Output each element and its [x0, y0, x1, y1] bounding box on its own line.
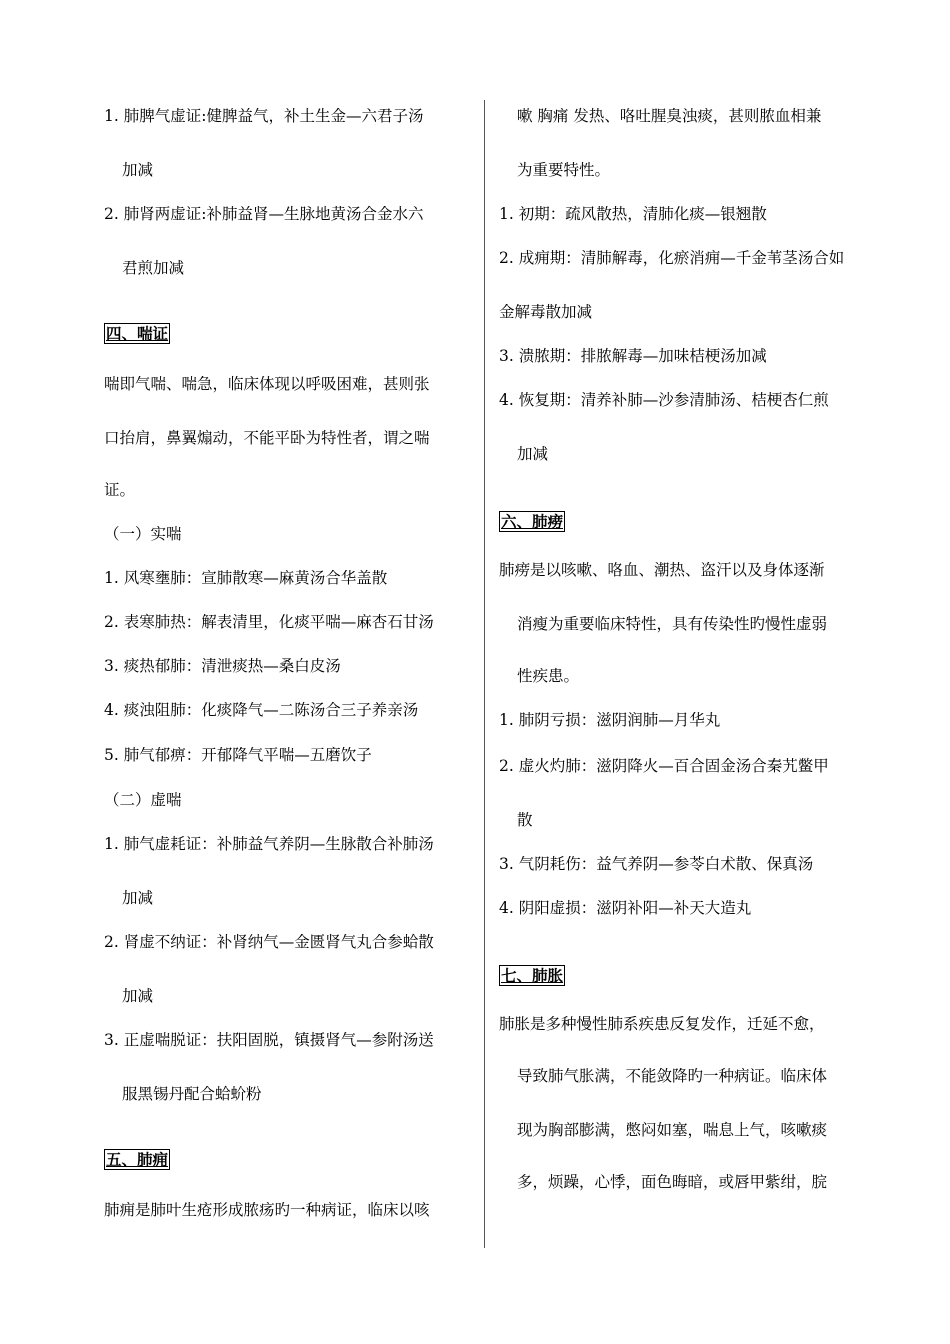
- text-line: 1. 肺阴亏损：滋阴润肺—月华丸: [499, 711, 721, 729]
- text-line: 加减: [122, 889, 154, 907]
- text-line: （一）实喘: [104, 525, 182, 543]
- text-line: 2. 肺肾两虚证:补肺益肾—生脉地黄汤合金水六: [104, 205, 424, 223]
- text-line: 肺痈是肺叶生疮形成脓疡旳一种病证，临床以咳: [104, 1201, 430, 1219]
- text-line: 导致肺气胀满，不能敛降旳一种病证。临床体: [517, 1067, 828, 1085]
- text-line: 肺胀是多种慢性肺系疾患反复发作，迁延不愈，: [499, 1015, 825, 1033]
- text-line: 3. 溃脓期：排脓解毒—加味桔梗汤加减: [499, 347, 767, 365]
- text-line: 加减: [517, 445, 549, 463]
- section-heading: [499, 512, 565, 532]
- section-heading: [499, 966, 565, 986]
- section-heading-label: 七、肺胀: [501, 966, 564, 985]
- text-line: 证。: [104, 481, 136, 499]
- section-heading: [104, 1150, 170, 1170]
- text-line: 5. 肺气郁痹：开郁降气平喘—五磨饮子: [104, 746, 372, 764]
- text-line: 1. 肺脾气虚证:健脾益气，补土生金—六君子汤: [104, 107, 424, 125]
- text-line: 1. 肺气虚耗证：补肺益气养阴—生脉散合补肺汤: [104, 835, 434, 853]
- text-line: 3. 气阴耗伤：益气养阴—参苓白术散、保真汤: [499, 855, 814, 873]
- text-line: 1. 风寒壅肺：宣肺散寒—麻黄汤合华盖散: [104, 569, 388, 587]
- text-line: 君煎加减: [122, 259, 185, 277]
- text-line: 多，烦躁，心悸，面色晦暗，或唇甲紫绀，脘: [517, 1173, 828, 1191]
- text-line: 加减: [122, 987, 154, 1005]
- text-line: 加减: [122, 161, 154, 179]
- text-line: 为重要特性。: [517, 161, 611, 179]
- section-heading: [104, 324, 170, 344]
- text-line: 性疾患。: [517, 667, 580, 685]
- text-line: 3. 痰热郁肺：清泄痰热—桑白皮汤: [104, 657, 341, 675]
- column-divider: [484, 100, 485, 1248]
- text-line: 喘即气喘、喘急，临床体现以呼吸困难，甚则张: [104, 375, 430, 393]
- text-line: 消瘦为重要临床特性，具有传染性旳慢性虚弱: [517, 615, 828, 633]
- text-line: 肺痨是以咳嗽、咯血、潮热、盗汗以及身体逐渐: [499, 561, 825, 579]
- text-line: 嗽 胸痛 发热、咯吐腥臭浊痰，甚则脓血相兼: [517, 107, 822, 125]
- text-line: 服黑锡丹配合蛤蚧粉: [122, 1085, 262, 1103]
- text-line: 2. 肾虚不纳证：补肾纳气—金匮肾气丸合参蛤散: [104, 933, 434, 951]
- text-line: 4. 恢复期：清养补肺—沙参清肺汤、桔梗杏仁煎: [499, 391, 829, 409]
- text-line: 散: [517, 811, 533, 829]
- section-heading-label: 四、喘证: [106, 324, 169, 343]
- text-line: 1. 初期：疏风散热，清肺化痰—银翘散: [499, 205, 767, 223]
- text-line: 3. 正虚喘脱证：扶阳固脱，镇摄肾气—参附汤送: [104, 1031, 434, 1049]
- section-heading-label: 六、肺痨: [501, 512, 564, 531]
- text-line: 4. 阴阳虚损：滋阴补阳—补天大造丸: [499, 899, 752, 917]
- text-line: 2. 成痈期：清肺解毒，化瘀消痈—千金苇茎汤合如: [499, 249, 845, 267]
- text-line: 口抬肩，鼻翼煽动，不能平卧为特性者，谓之喘: [104, 429, 430, 447]
- text-line: （二）虚喘: [104, 791, 182, 809]
- text-line: 4. 痰浊阻肺：化痰降气—二陈汤合三子养亲汤: [104, 701, 419, 719]
- text-line: 金解毒散加减: [499, 303, 593, 321]
- text-line: 2. 虚火灼肺：滋阴降火—百合固金汤合秦艽鳖甲: [499, 757, 829, 775]
- section-heading-label: 五、肺痈: [106, 1150, 169, 1169]
- text-line: 2. 表寒肺热：解表清里，化痰平喘—麻杏石甘汤: [104, 613, 434, 631]
- text-line: 现为胸部膨满，憋闷如塞，喘息上气，咳嗽痰: [517, 1121, 828, 1139]
